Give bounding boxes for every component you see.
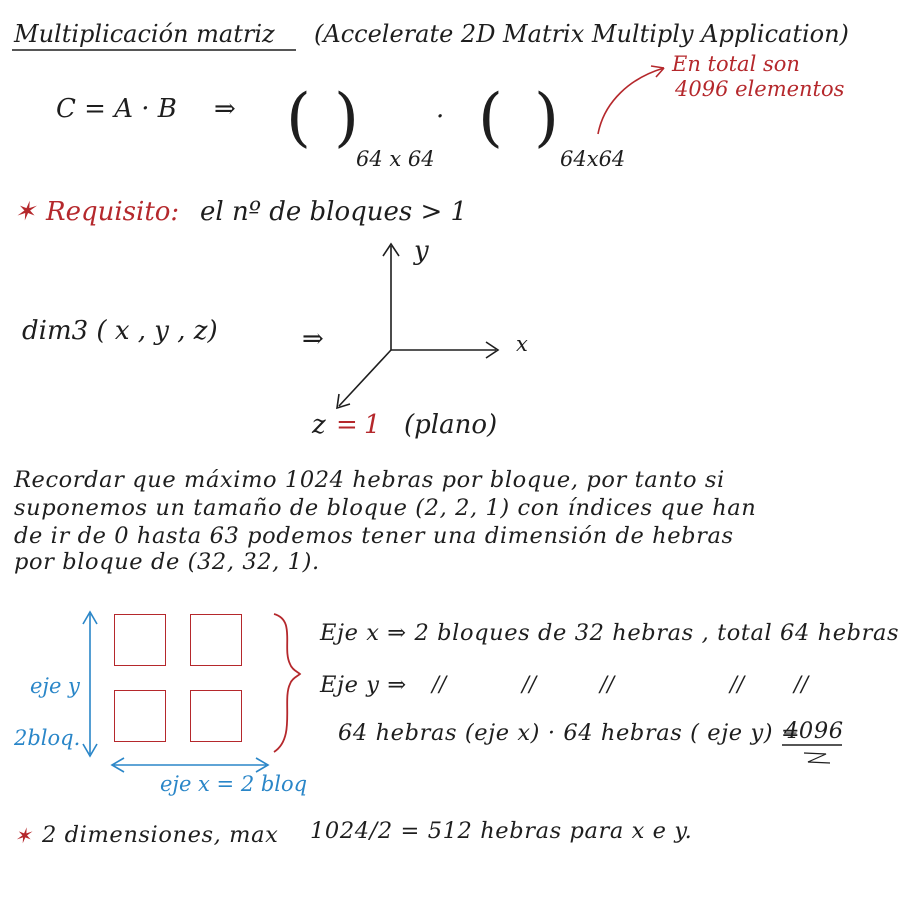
axis-z-equals: = <box>336 410 358 440</box>
axis-y-label: y <box>414 236 429 266</box>
matrix-b-open-paren: ( <box>478 81 503 155</box>
title-subtitle: (Accelerate 2D Matrix Multiply Application) <box>314 20 849 48</box>
axis-z-label: z <box>312 410 326 440</box>
ditto-mark-5: // <box>794 672 809 696</box>
requirement-label: Requisito: <box>46 197 180 227</box>
equation-dot: · <box>436 102 445 132</box>
paragraph-line-1: Recordar que máximo 1024 hebras por bloque, por tanto si <box>14 467 725 493</box>
dim3-implies: ⇒ <box>302 324 324 354</box>
matrix-a-dim: 64 x 64 <box>356 147 435 171</box>
equation-lhs: C = A · B <box>56 94 177 124</box>
axis-x-label: x <box>516 332 528 356</box>
requirement-star-icon: ✶ <box>14 197 36 227</box>
title-main: Multiplicación matriz <box>14 20 275 48</box>
note-total-line2: 4096 elementos <box>675 77 845 101</box>
label-eje-x: eje x = 2 bloq <box>160 772 308 796</box>
equation-implies: ⇒ <box>214 94 236 124</box>
ditto-mark-1: // <box>432 672 447 696</box>
paragraph-line-3: de ir de 0 hasta 63 podemos tener una dimensión de hebras <box>14 523 734 549</box>
line-axis-x: Eje x ⇒ 2 bloques de 32 hebras , total 64 hebras <box>320 620 900 646</box>
axis-z-plane: (plano) <box>404 410 498 440</box>
line-axis-y-label: Eje y ⇒ <box>320 672 407 698</box>
ditto-mark-3: // <box>600 672 615 696</box>
label-2-bloq: 2bloq. <box>14 726 81 750</box>
matrix-b-close-paren: ) <box>534 81 559 155</box>
matrix-a-open-paren: ( <box>286 81 311 155</box>
note-total-line1: En total son <box>672 52 800 76</box>
ditto-mark-4: // <box>730 672 745 696</box>
line-product: 64 hebras (eje x) · 64 hebras ( eje y) = <box>338 720 801 746</box>
bottom-text: 2 dimensiones, max <box>42 822 279 848</box>
requirement-text: el nº de bloques > 1 <box>200 197 468 227</box>
axis-z-value: 1 <box>364 410 381 440</box>
paragraph-line-4: por bloque de (32, 32, 1). <box>14 549 320 575</box>
matrix-b-dim: 64x64 <box>560 147 626 171</box>
bottom-star-icon: ✶ <box>14 824 32 848</box>
label-eje-y: eje y <box>30 674 80 698</box>
line-product-result: 4096 <box>784 718 844 744</box>
paragraph-line-2: suponemos un tamaño de bloque (2, 2, 1) con índices que han <box>14 495 757 521</box>
matrix-a-close-paren: ) <box>334 81 359 155</box>
dim3-label: dim3 ( x , y , z) <box>22 316 218 346</box>
bottom-calc: 1024/2 = 512 hebras para x e y. <box>310 818 693 844</box>
ditto-mark-2: // <box>522 672 537 696</box>
